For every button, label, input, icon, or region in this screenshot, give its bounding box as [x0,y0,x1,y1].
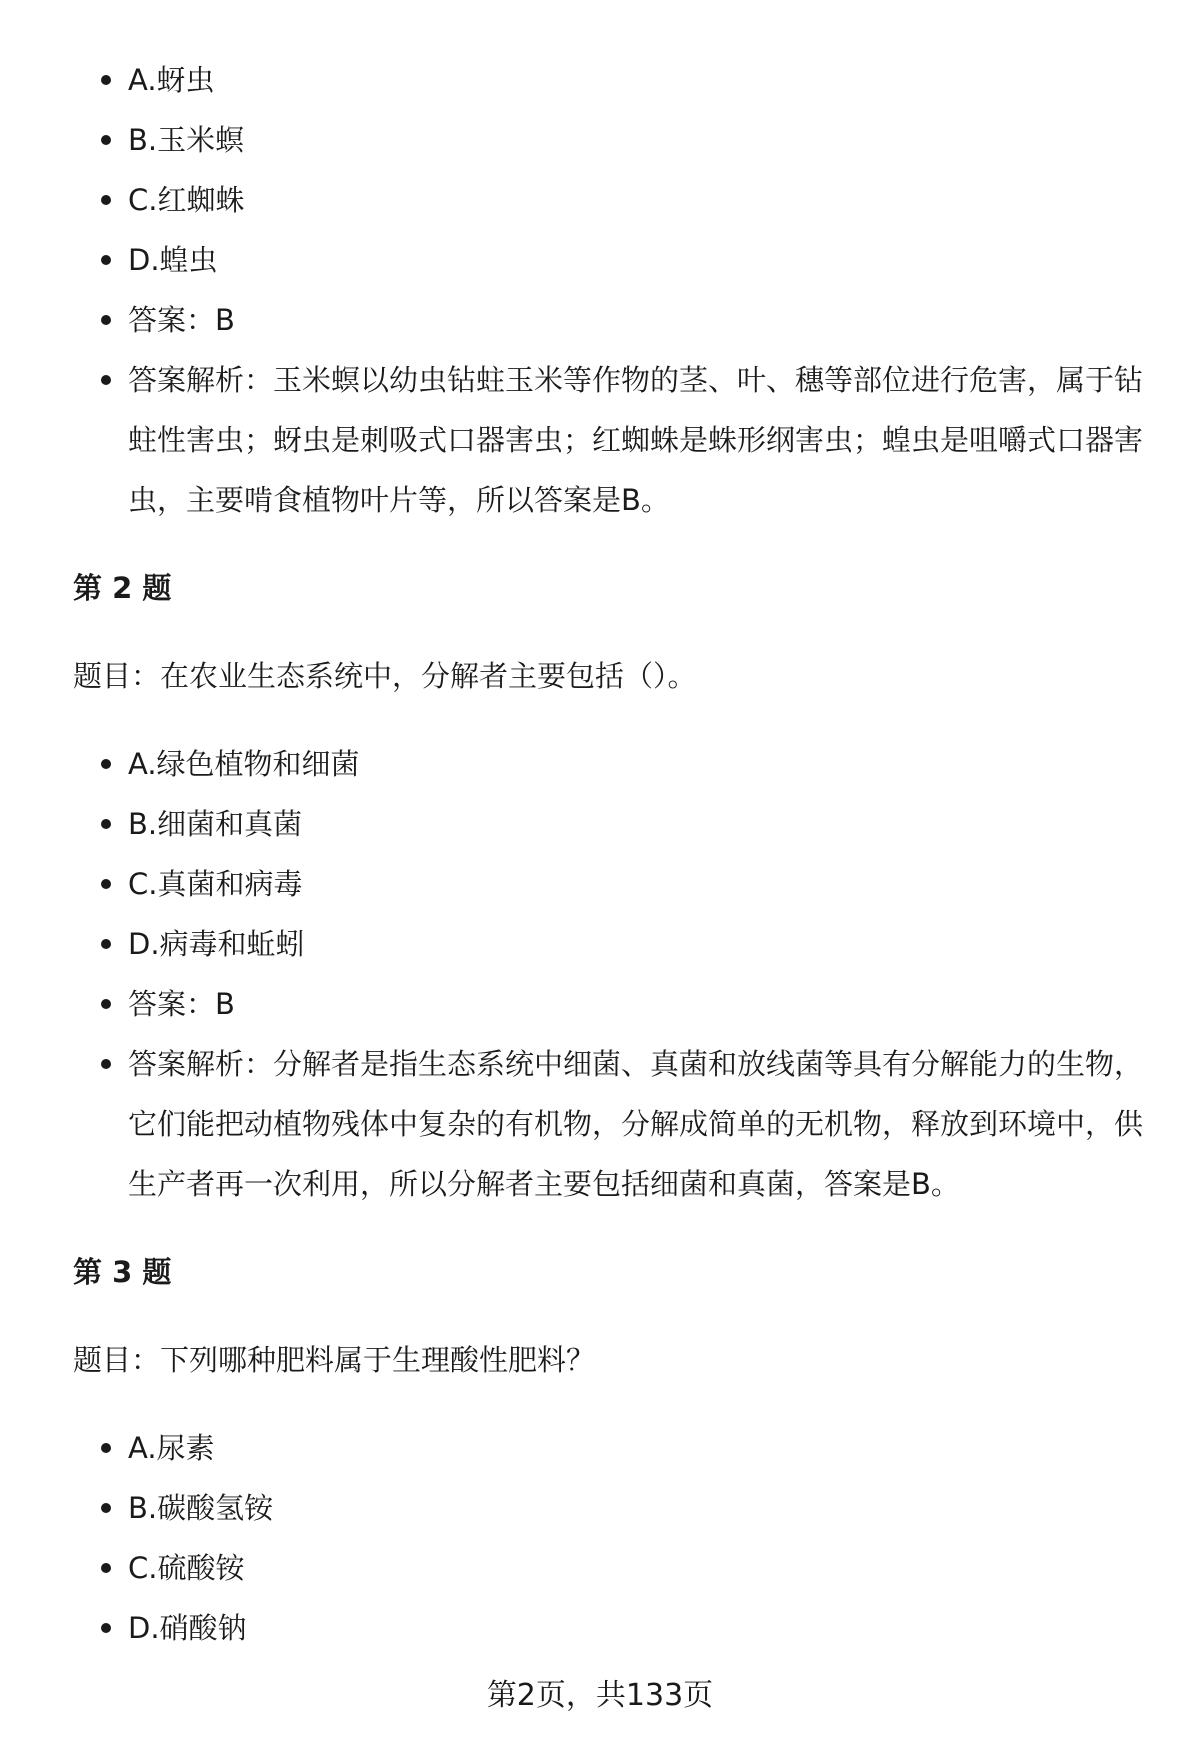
page-content [73,60,1148,1658]
q2-option-b: B.细菌和真菌 [73,794,1148,854]
q3-question: 题目：下列哪种肥料属于生理酸性肥料？ [73,1343,596,1377]
q2-explanation: 答案解析：分解者是指生态系统中细菌、真菌和放线菌等具有分解能力的生物，它们能把动植物残体中复杂的有机物，分解成简单的无机物，释放到环境中，供生产者再一次利用，所以分解者主要包括细菌和真菌，答案是B。 [73,1034,1148,1214]
q1-option-a: A.蚜虫 [73,50,1148,110]
q1-option-b: B.玉米螟 [73,110,1148,170]
q2-option-list [73,734,1148,1214]
q2-question: 题目：在农业生态系统中，分解者主要包括（）。 [73,659,697,693]
q1-explanation: 答案解析：玉米螟以幼虫钻蛀玉米等作物的茎、叶、穗等部位进行危害，属于钻蛀性害虫；蚜虫是刺吸式口器害虫；红蜘蛛是蛛形纲害虫；蝗虫是咀嚼式口器害虫，主要啃食植物叶片等，所以答案是B。 [73,350,1148,530]
q2-option-a: A.绿色植物和细菌 [73,734,1148,794]
q3-option-c: C.硫酸铵 [73,1538,1148,1598]
q1-option-list [73,50,1148,530]
q3-option-b: B.碳酸氢铵 [73,1478,1148,1538]
q3-option-d: D.硝酸钠 [73,1598,1148,1658]
page-number-footer: 第2页，共133页 [486,1678,714,1713]
q3-option-a: A.尿素 [73,1418,1148,1478]
q1-option-c: C.红蜘蛛 [73,170,1148,230]
q2-option-d: D.病毒和蚯蚓 [73,914,1148,974]
q2-heading: 第 2 题 [73,571,172,605]
q1-option-d: D.蝗虫 [73,230,1148,290]
q2-answer: 答案：B [73,974,1148,1034]
q1-answer: 答案：B [73,290,1148,350]
q2-option-c: C.真菌和病毒 [73,854,1148,914]
q3-option-list [73,1418,1148,1658]
q3-heading: 第 3 题 [73,1255,172,1289]
